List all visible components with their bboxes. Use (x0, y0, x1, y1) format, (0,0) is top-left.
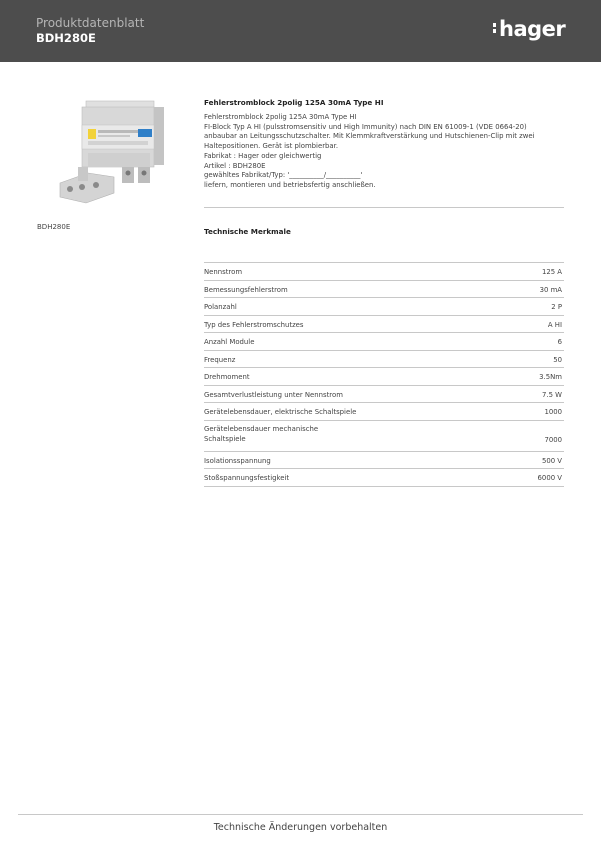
spec-row (204, 333, 564, 351)
spec-value: A HI (547, 320, 562, 329)
image-caption: BDH280E (37, 223, 71, 231)
spec-value: 6 (557, 338, 562, 346)
spec-value: 1000 (544, 408, 562, 416)
spec-row (204, 403, 564, 421)
spec-label: Gerätelebensdauer, elektrische Schaltspiele (204, 408, 357, 416)
product-title: Fehlerstromblock 2polig 125A 30mA Type HI (204, 98, 384, 107)
spec-value: 3.5Nm (539, 373, 562, 381)
spec-row (204, 386, 564, 404)
product-illustration (60, 101, 164, 203)
spec-label: Frequenz (204, 355, 236, 364)
spec-label: Anzahl Module (204, 338, 255, 346)
spec-row (204, 263, 564, 281)
spec-label: Drehmoment (204, 373, 250, 381)
product-image (58, 97, 168, 209)
spec-table (204, 262, 564, 487)
spec-row (204, 421, 564, 452)
spec-row (204, 298, 564, 316)
spec-value: 50 (553, 355, 562, 364)
description-line: Artikel : BDH280E (204, 161, 266, 170)
description-line: Fehlerstromblock 2polig 125A 30mA Type HI (204, 113, 357, 121)
section-title: Technische Merkmale (204, 227, 291, 236)
description-line: Haltepositionen. Gerät ist plombierbar. (204, 142, 339, 151)
description-line: anbaubar an Leitungsschutzschalter. Mit Klemmkraftverstärkung und Hutschienen-Clip mit zwei (204, 132, 535, 141)
spec-row (204, 368, 564, 386)
spec-row (204, 281, 564, 299)
hager-logo: hager (493, 17, 565, 41)
spec-value: 30 mA (539, 285, 562, 294)
spec-label: Gerätelebensdauer mechanische Schaltspiele (204, 424, 319, 443)
spec-value: 125 A (541, 268, 562, 276)
product-description (204, 113, 564, 191)
spec-row (204, 469, 564, 487)
description-line: gewähltes Fabrikat/Typ: '__________/__________' (204, 171, 363, 180)
spec-value: 6000 V (537, 474, 562, 482)
spec-label: Gesamtverlustleistung unter Nennstrom (204, 390, 343, 399)
logo-colon-icon (493, 21, 496, 35)
model-number: BDH280E (36, 31, 96, 45)
spec-value: 7.5 W (542, 390, 562, 399)
spec-label: Polanzahl (204, 303, 237, 311)
spec-row (204, 452, 564, 470)
spec-row (204, 351, 564, 369)
spec-value: 7000 (544, 435, 562, 444)
description-line: liefern, montieren und betriebsfertig anschließen. (204, 180, 376, 189)
spec-label: Bemessungsfehlerstrom (204, 285, 288, 294)
divider (204, 207, 564, 208)
spec-value: 2 P (551, 303, 562, 311)
footer-divider (18, 814, 583, 815)
spec-label: Stoßspannungsfestigkeit (204, 474, 290, 482)
spec-label: Nennstrom (204, 268, 243, 276)
description-line: Fabrikat : Hager oder gleichwertig (204, 151, 322, 160)
footer-note: Technische Änderungen vorbehalten (213, 822, 388, 833)
spec-value: 500 V (541, 456, 562, 465)
page-header (0, 0, 601, 62)
description-line: FI-Block Typ A HI (pulsstromsensitiv und High Immunity) nach DIN EN 61009-1 (VDE 0664-20) (204, 122, 527, 131)
document-type: Produktdatenblatt (36, 16, 145, 30)
spec-row (204, 316, 564, 334)
spec-label: Typ des Fehlerstromschutzes (204, 320, 304, 329)
spec-label: Isolationsspannung (204, 456, 271, 465)
